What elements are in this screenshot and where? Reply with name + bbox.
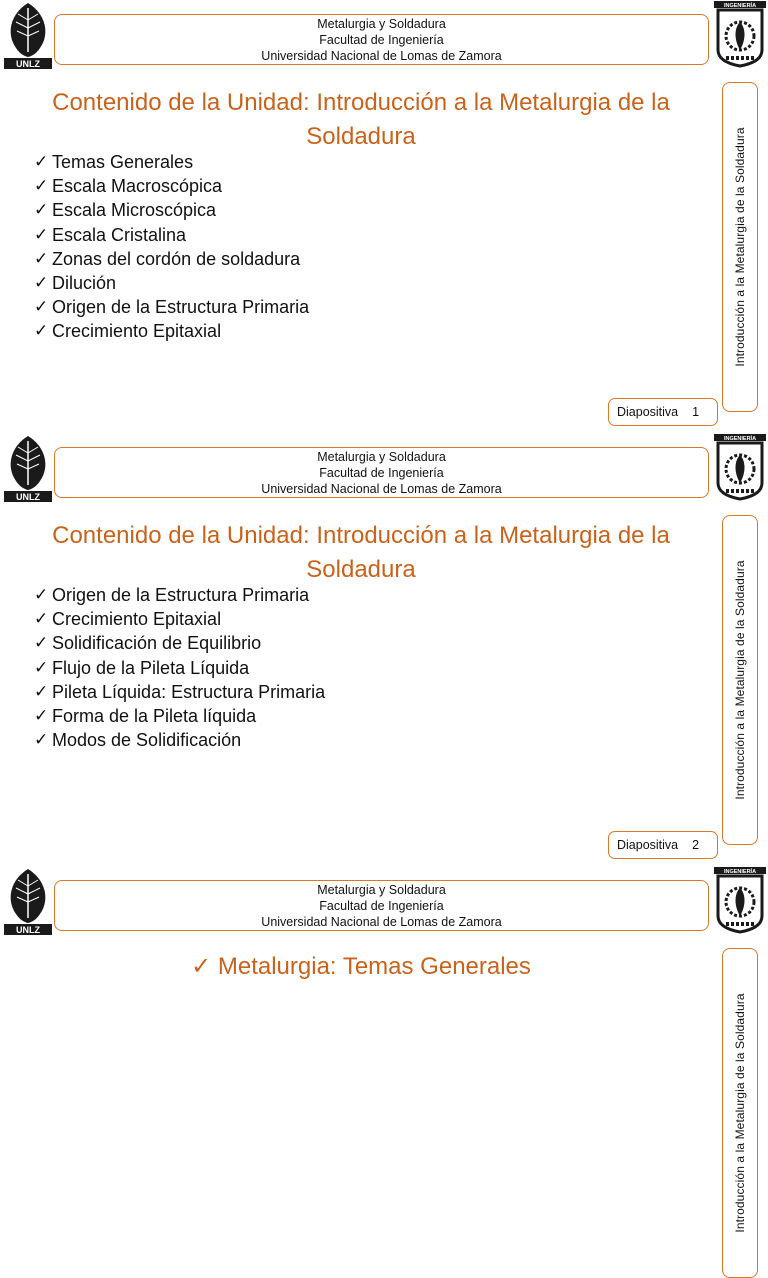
list-item: ✓ Pileta Líquida: Estructura Primaria	[34, 680, 325, 704]
list-item: ✓ Origen de la Estructura Primaria	[34, 583, 325, 607]
header-subject: Metalurgia y Soldadura	[317, 17, 446, 31]
list-item: ✓ Modos de Solidificación	[34, 728, 325, 752]
header-faculty: Facultad de Ingeniería	[319, 33, 444, 47]
list-item: ✓ Solidificación de Equilibrio	[34, 631, 325, 655]
side-label: Introducción a la Metalurgia de la Soldadura	[733, 993, 747, 1233]
header-university: Universidad Nacional de Lomas de Zamora	[261, 915, 502, 929]
check-icon: ✓	[34, 657, 49, 677]
bullet-list	[34, 583, 325, 752]
header-subject: Metalurgia y Soldadura	[317, 883, 446, 897]
unlz-logo	[2, 866, 54, 936]
unlz-logo-text: UNLZ	[16, 492, 40, 502]
header-university: Universidad Nacional de Lomas de Zamora	[261, 49, 502, 63]
slide-title: Contenido de la Unidad: Introducción a la Metalurgia de la Soldadura	[52, 89, 670, 150]
slide-label: Diapositiva	[617, 838, 679, 852]
list-item: ✓ Escala Macroscópica	[34, 174, 309, 198]
check-icon: ✓	[34, 224, 49, 244]
list-item: ✓ Temas Generales	[34, 150, 309, 174]
list-item: ✓ Zonas del cordón de soldadura	[34, 247, 309, 271]
ingenieria-logo	[712, 433, 768, 501]
list-item: ✓ Forma de la Pileta líquida	[34, 704, 325, 728]
slide-2	[0, 433, 768, 867]
ingenieria-logo-text: INGENIERÍA	[723, 869, 757, 875]
header-university: Universidad Nacional de Lomas de Zamora	[261, 482, 502, 496]
side-label-box	[722, 515, 758, 845]
slide-1	[0, 0, 768, 434]
side-label-box	[722, 82, 758, 412]
check-icon: ✓	[34, 273, 49, 293]
ingenieria-logo-text: INGENIERÍA	[723, 436, 757, 442]
header-subject: Metalurgia y Soldadura	[317, 450, 446, 464]
check-icon: ✓	[34, 730, 49, 750]
side-label: Introducción a la Metalurgia de la Soldadura	[733, 560, 747, 800]
header-faculty: Facultad de Ingeniería	[319, 466, 444, 480]
check-icon: ✓	[34, 248, 49, 268]
slide-number: 1	[692, 405, 700, 419]
check-icon: ✓	[34, 176, 49, 196]
list-item: ✓ Escala Cristalina	[34, 223, 309, 247]
check-icon: ✓	[34, 585, 49, 604]
list-item: ✓ Flujo de la Pileta Líquida	[34, 656, 325, 680]
side-label: Introducción a la Metalurgia de la Soldadura	[733, 127, 747, 367]
header-faculty: Facultad de Ingeniería	[319, 899, 444, 913]
header-box	[54, 447, 709, 498]
check-icon: ✓	[34, 152, 49, 171]
unlz-logo	[2, 433, 54, 503]
check-icon: ✓	[34, 200, 49, 220]
side-label-box	[722, 948, 758, 1278]
slide-title: Contenido de la Unidad: Introducción a la Metalurgia de la Soldadura	[52, 522, 670, 583]
unlz-logo-text: UNLZ	[16, 59, 40, 69]
ingenieria-logo	[712, 0, 768, 68]
list-item: ✓ Dilución	[34, 271, 309, 295]
unlz-logo-text: UNLZ	[16, 925, 40, 935]
check-icon: ✓	[34, 321, 49, 341]
header-box	[54, 14, 709, 65]
bullet-list	[34, 150, 309, 344]
ingenieria-logo	[712, 866, 768, 934]
slide-3	[0, 866, 768, 1233]
slide-label: Diapositiva	[617, 405, 679, 419]
ingenieria-logo-text: INGENIERÍA	[723, 3, 757, 9]
unlz-logo	[2, 0, 54, 70]
list-item: ✓ Crecimiento Epitaxial	[34, 607, 325, 631]
slide-number-box	[608, 398, 718, 426]
check-icon: ✓	[34, 633, 49, 653]
list-item: ✓ Origen de la Estructura Primaria	[34, 295, 309, 319]
list-item: ✓ Escala Microscópica	[34, 198, 309, 222]
slide-title: ✓ Metalurgia: Temas Generales	[191, 953, 531, 980]
check-icon: ✓	[191, 953, 212, 980]
check-icon: ✓	[34, 706, 49, 726]
check-icon: ✓	[34, 297, 49, 317]
list-item: ✓ Crecimiento Epitaxial	[34, 319, 309, 343]
check-icon: ✓	[34, 681, 49, 701]
check-icon: ✓	[34, 609, 49, 629]
slide-number: 2	[692, 838, 700, 852]
header-box	[54, 880, 709, 931]
slide-number-box	[608, 831, 718, 859]
